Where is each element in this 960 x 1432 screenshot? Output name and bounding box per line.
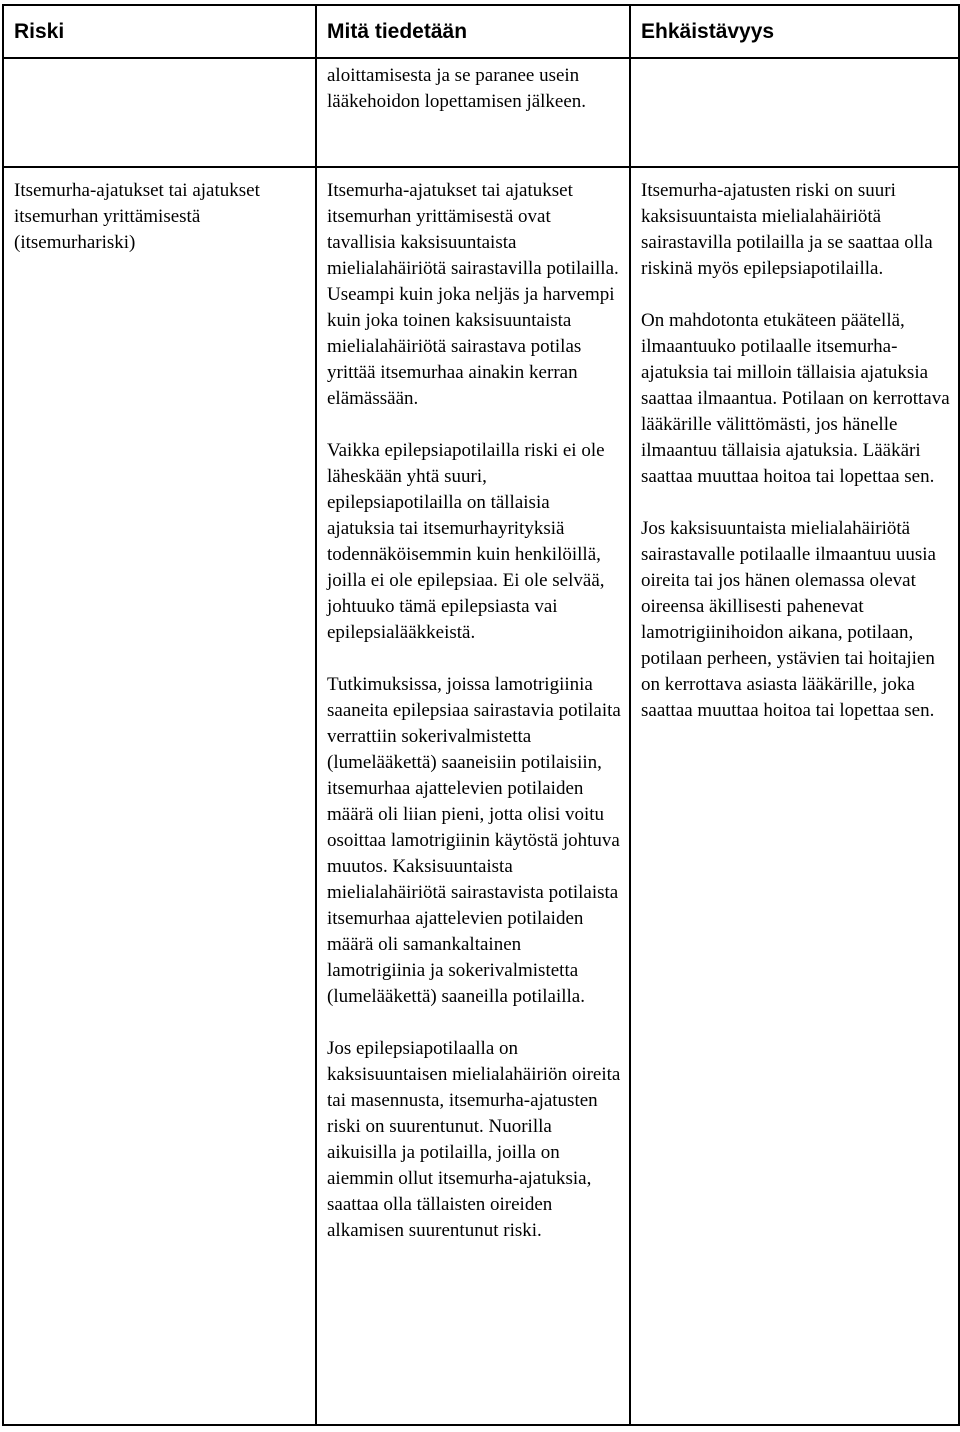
header-risk: Riski xyxy=(3,5,316,58)
cell-known xyxy=(316,167,630,1425)
prevention-paragraph: On mahdotonta etukäteen päätellä, ilmaantuuko potilaalle itsemurha-ajatuksia tai milloin tällaisia ajatuksia saattaa ilmaantua. Potilaan on kerrottava lääkärille välittömästi, jos hänelle ilmaantuu tällaisia ajatuksia. Lääkäri saattaa muuttaa hoitoa tai lopettaa sen. xyxy=(641,310,950,487)
header-prevention: Ehkäistävyys xyxy=(630,5,959,58)
cell-prevention xyxy=(630,58,959,167)
known-paragraph: Vaikka epilepsiapotilailla riski ei ole läheskään yhtä suuri, epilepsiapotilailla on tällaisia ajatuksia tai itsemurhayrityksiä todennäköisemmin kuin henkilöillä, joilla ei ole epilepsiaa. Ei ole selvää, johtuuko tämä epilepsiasta vai epilepsialääkkeistä. xyxy=(327,440,605,643)
cell-risk xyxy=(3,167,316,1425)
cell-known xyxy=(316,58,630,167)
prevention-paragraph: Itsemurha-ajatusten riski on suuri kaksisuuntaista mielialahäiriötä sairastavilla potilailla ja se saattaa olla riskinä myös epilepsiapotilailla. xyxy=(641,180,933,279)
risk-name: Itsemurha-ajatukset tai ajatukset itsemurhan yrittämisestä (itsemurhariski) xyxy=(14,180,260,253)
table-header-row xyxy=(3,5,959,58)
risk-table xyxy=(2,4,960,1426)
known-paragraph: Tutkimuksissa, joissa lamotrigiinia saaneita epilepsiaa sairastavia potilaita verrattiin sokerivalmistetta (lumelääkettä) saaneisiin potilaisiin, itsemurhaa ajattelevien potilaiden määrä oli liian pieni, jotta olisi voitu osoittaa lamotrigiinin käytöstä johtuva muutos. Kaksisuuntaista mielialahäiriötä sairastavista potilaista itsemurhaa ajattelevien potilaiden määrä oli samankaltainen lamotrigiinia ja sokerivalmistetta (lumelääkettä) saaneilla potilailla. xyxy=(327,674,621,1007)
known-paragraph: Jos epilepsiapotilaalla on kaksisuuntaisen mielialahäiriön oireita tai masennusta, itsemurha-ajatusten riski on suurentunut. Nuorilla aikuisilla ja potilailla, joilla on aiemmin ollut itsemurha-ajatuksia, saattaa olla tällaisten oireiden alkamisen suurentunut riski. xyxy=(327,1038,621,1241)
prevention-paragraph: Jos kaksisuuntaista mielialahäiriötä sairastavalle potilaalle ilmaantuu uusia oireita tai jos hänen olemassa olevat oireensa äkillisesti pahenevat lamotrigiinihoidon aikana, potilaan, potilaan perheen, ystävien tai hoitajien on kerrottava asiasta lääkärille, joka saattaa muuttaa hoitoa tai lopettaa sen. xyxy=(641,518,936,721)
cell-prevention xyxy=(630,167,959,1425)
known-paragraph: Itsemurha-ajatukset tai ajatukset itsemurhan yrittämisestä ovat tavallisia kaksisuuntaista mielialahäiriötä sairastavilla potilailla. Useampi kuin joka neljäs ja harvempi kuin joka toinen kaksisuuntaista mielialahäiriötä sairastava potilas yrittää itsemurhaa ainakin kerran elämässään. xyxy=(327,180,619,409)
table-row xyxy=(3,58,959,167)
header-known: Mitä tiedetään xyxy=(316,5,630,58)
table-row xyxy=(3,167,959,1425)
cell-risk xyxy=(3,58,316,167)
cell-text xyxy=(4,59,315,63)
cell-text: aloittamisesta ja se paranee usein lääkehoidon lopettamisen jälkeen. xyxy=(327,65,587,112)
cell-text xyxy=(631,59,958,63)
